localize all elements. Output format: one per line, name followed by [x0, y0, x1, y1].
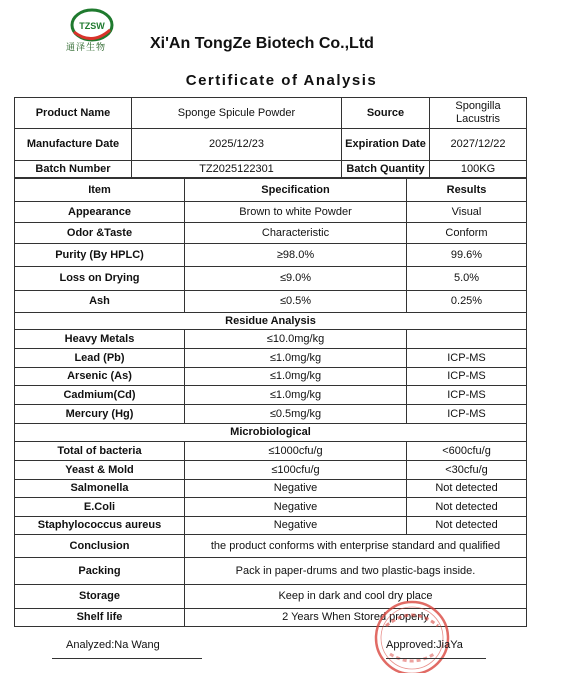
- specification: ≥98.0%: [185, 244, 407, 267]
- batch-number-label: Batch Number: [15, 161, 132, 178]
- test-item: Cadmium(Cd): [15, 386, 185, 405]
- company-seal-stamp: [366, 598, 458, 673]
- specification: ≤0.5mg/kg: [185, 405, 407, 424]
- info-row: [15, 161, 527, 178]
- specification-column-header: Specification: [185, 179, 407, 202]
- source-label: Source: [342, 98, 430, 129]
- result-value: ICP-MS: [407, 405, 527, 424]
- test-item: Loss on Drying: [15, 267, 185, 291]
- item-column-header: Item: [15, 179, 185, 202]
- specification: ≤9.0%: [185, 267, 407, 291]
- test-item: Yeast & Mold: [15, 461, 185, 480]
- batch-number-value: TZ2025122301: [132, 161, 342, 178]
- product-info-table: [14, 97, 527, 178]
- result-row: [15, 461, 527, 480]
- result-row: [15, 202, 527, 223]
- section-row: [15, 424, 527, 442]
- specification: Brown to white Powder: [185, 202, 407, 223]
- result-row: [15, 498, 527, 517]
- analysis-results-body: [15, 179, 527, 627]
- test-item: Heavy Metals: [15, 330, 185, 349]
- packing-value: Pack in paper-drums and two plastic-bags inside.: [185, 558, 527, 585]
- test-item: Ash: [15, 291, 185, 313]
- result-row: [15, 442, 527, 461]
- product-name-value: Sponge Spicule Powder: [132, 98, 342, 129]
- results-column-header: Results: [407, 179, 527, 202]
- expiration-date-label: Expiration Date: [342, 129, 430, 161]
- section-row: [15, 313, 527, 330]
- specification: ≤1000cfu/g: [185, 442, 407, 461]
- microbiological-heading: Microbiological: [15, 424, 527, 442]
- info-row: [15, 98, 527, 129]
- specification: Characteristic: [185, 223, 407, 244]
- specification: Negative: [185, 517, 407, 535]
- shelf-life-value: 2 Years When Stored properly: [185, 609, 527, 627]
- product-name-label: Product Name: [15, 98, 132, 129]
- approved-signature-line: [386, 658, 486, 659]
- source-value: Spongilla Lacustris: [430, 98, 527, 129]
- test-item: Odor &Taste: [15, 223, 185, 244]
- result-value: 99.6%: [407, 244, 527, 267]
- result-row: [15, 368, 527, 386]
- specification: Negative: [185, 498, 407, 517]
- test-item: E.Coli: [15, 498, 185, 517]
- summary-row: [15, 535, 527, 558]
- test-item: Total of bacteria: [15, 442, 185, 461]
- result-value: Not detected: [407, 498, 527, 517]
- result-value: <30cfu/g: [407, 461, 527, 480]
- specification: ≤0.5%: [185, 291, 407, 313]
- result-row: [15, 267, 527, 291]
- result-value: ICP-MS: [407, 368, 527, 386]
- specification: ≤10.0mg/kg: [185, 330, 407, 349]
- shelf-life-label: Shelf life: [15, 609, 185, 627]
- batch-quantity-label: Batch Quantity: [342, 161, 430, 178]
- result-row: [15, 330, 527, 349]
- result-value: ICP-MS: [407, 349, 527, 368]
- analyzed-by: Analyzed:Na Wang: [66, 639, 160, 651]
- storage-value: Keep in dark and cool dry place: [185, 585, 527, 609]
- result-value: <600cfu/g: [407, 442, 527, 461]
- result-value: Visual: [407, 202, 527, 223]
- specification: ≤1.0mg/kg: [185, 349, 407, 368]
- logo-mark-text: TZSW: [79, 21, 105, 31]
- test-item: Lead (Pb): [15, 349, 185, 368]
- expiration-date-value: 2027/12/22: [430, 129, 527, 161]
- batch-quantity-value: 100KG: [430, 161, 527, 178]
- storage-label: Storage: [15, 585, 185, 609]
- test-item: Arsenic (As): [15, 368, 185, 386]
- result-row: [15, 405, 527, 424]
- analyzed-signature-line: [52, 658, 202, 659]
- company-name: Xi'An TongZe Biotech Co.,Ltd: [150, 35, 374, 52]
- result-row: [15, 223, 527, 244]
- result-row: [15, 244, 527, 267]
- conclusion-label: Conclusion: [15, 535, 185, 558]
- document-title: Certificate of Analysis: [185, 72, 378, 89]
- specification: Negative: [185, 480, 407, 498]
- specification: ≤1.0mg/kg: [185, 386, 407, 405]
- result-value: Not detected: [407, 517, 527, 535]
- result-row: [15, 517, 527, 535]
- manufacture-date-value: 2025/12/23: [132, 129, 342, 161]
- header-row: [15, 179, 527, 202]
- result-row: [15, 480, 527, 498]
- approved-by: Approved:JiaYa: [386, 639, 463, 651]
- test-item: Salmonella: [15, 480, 185, 498]
- result-row: [15, 349, 527, 368]
- result-value: 5.0%: [407, 267, 527, 291]
- packing-label: Packing: [15, 558, 185, 585]
- test-item: Purity (By HPLC): [15, 244, 185, 267]
- result-row: [15, 291, 527, 313]
- result-value: Not detected: [407, 480, 527, 498]
- analysis-results-table: [14, 178, 527, 627]
- residue-analysis-heading: Residue Analysis: [15, 313, 527, 330]
- test-item: Mercury (Hg): [15, 405, 185, 424]
- result-value: ICP-MS: [407, 386, 527, 405]
- manufacture-date-label: Manufacture Date: [15, 129, 132, 161]
- test-item: Staphylococcus aureus: [15, 517, 185, 535]
- specification: ≤100cfu/g: [185, 461, 407, 480]
- logo-caption: 通泽生物: [66, 43, 107, 53]
- result-value: [407, 330, 527, 349]
- test-item: Appearance: [15, 202, 185, 223]
- result-row: [15, 386, 527, 405]
- specification: ≤1.0mg/kg: [185, 368, 407, 386]
- result-value: 0.25%: [407, 291, 527, 313]
- summary-row: [15, 558, 527, 585]
- info-row: [15, 129, 527, 161]
- conclusion-value: the product conforms with enterprise standard and qualified: [185, 535, 527, 558]
- result-value: Conform: [407, 223, 527, 244]
